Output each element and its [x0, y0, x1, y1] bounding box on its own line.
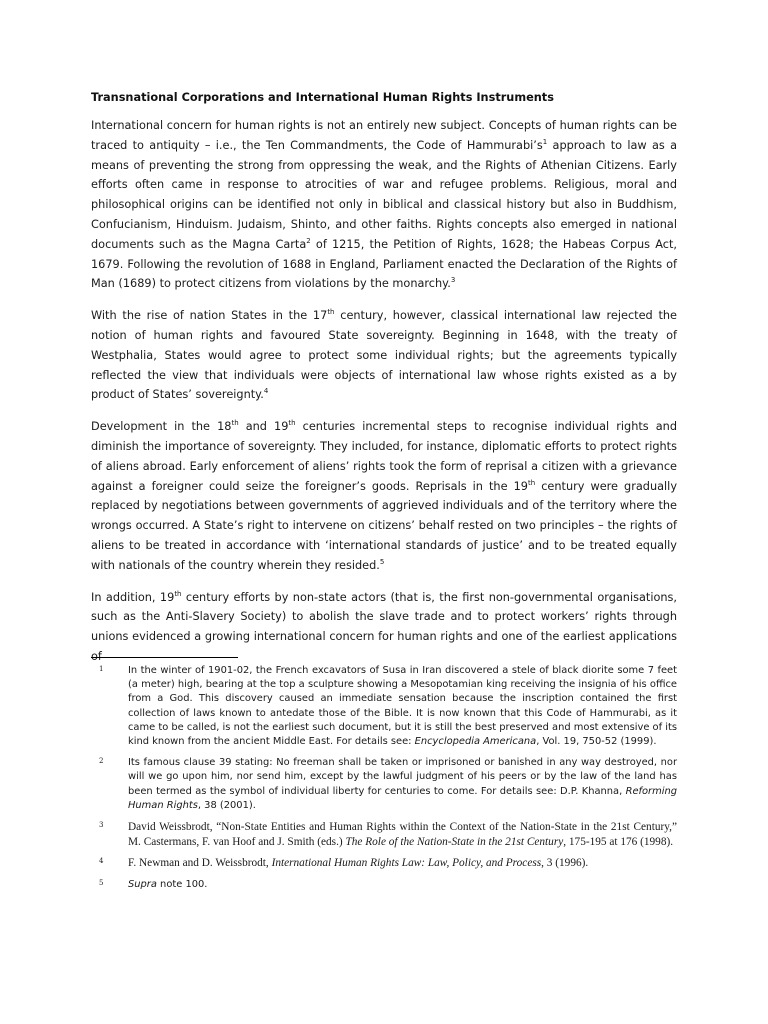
ordinal-suffix: th [327, 308, 335, 317]
footnote-text [128, 664, 677, 749]
footnote-text [128, 756, 677, 813]
p3-text-a: Development in the 18 [91, 420, 232, 434]
p3-text-c: centuries incremental steps to recognise individual rights and diminish the importance of sovereignty. They included, for instance, diplomatic efforts to protect rights of aliens abroad. Early enforcement of aliens’ rights took the form of reprisal a citizen with a grievance against a foreigner could seize the foreigner’s goods. Reprisals in the 19 [91, 420, 677, 493]
p4-text-a: In addition, 19 [91, 590, 175, 604]
footnote-text-b: , 175-195 at 176 (1998). [563, 835, 674, 848]
footnote-5 [91, 878, 677, 892]
footnote-ref-1[interactable]: 1 [542, 138, 548, 147]
footnote-text-a: F. Newman and D. Weissbrodt, [128, 857, 272, 870]
footnote-italic: Supra [128, 878, 157, 890]
p4-text-b: century efforts by non-state actors (that is, the first non-governmental organisations, such as the Anti-Slavery Society) to abolish the slave trade and to protect workers’ rights through unions evidenced a growing international concern for human rights and one of the earliest applications of [91, 590, 678, 663]
paragraph-4 [91, 588, 677, 667]
footnote-2 [91, 756, 677, 813]
p1-text-b: approach to law as a means of preventing the strong from oppressing the weak, and the Rights of Athenian Citizens. Early efforts often came in response to atrocities of war and refugee problems. Religious, moral and philosophical origins can be identified not only in biblical and classical history but also in Buddhism, Confucianism, Hinduism. Judaism, Shinto, and other faiths. Rights concepts also emerged in national documents such as the Magna Carta [91, 138, 677, 251]
footnote-italic: The Role of the Nation-State in the 21st Century [345, 835, 564, 848]
footnote-ref-2[interactable]: 2 [306, 237, 311, 246]
footnote-text-a: David Weissbrodt, “Non-State Entities and Human Rights within the Context of the Nation-State in the 21st Century,” M. Castermans, F. van Hoof and J. Smith (eds.) [128, 821, 677, 848]
ordinal-suffix: th [231, 419, 239, 428]
footnote-ref-3[interactable]: 3 [450, 276, 456, 285]
document-title: Transnational Corporations and International Human Rights Instruments [91, 91, 554, 104]
footnote-ref-5[interactable]: 5 [379, 557, 385, 566]
footnote-number: 3 [99, 821, 104, 830]
footnote-text-b: , 3 (1996). [541, 857, 589, 870]
footnote-1 [91, 664, 677, 749]
footnote-ref-4[interactable]: 4 [263, 387, 269, 396]
footnote-number: 4 [99, 857, 104, 866]
p2-text-a: With the rise of nation States in the 17 [91, 309, 328, 323]
p3-text-d: century were gradually replaced by negotiations between governments of aggrieved individuals and of the territory where the wrongs occurred. A State’s right to intervene on citizens’ behalf rested on two principles – the rights of aliens to be treated in accordance with ‘international standards of justice’ and to be treated equally with nationals of the country wherein they resided. [91, 479, 677, 572]
footnote-text-b: , Vol. 19, 750-52 (1999). [536, 736, 657, 748]
ordinal-suffix: th [527, 478, 536, 487]
footnote-number: 2 [99, 757, 104, 766]
footnote-italic: Reforming Human Rights [128, 785, 677, 811]
footnote-text [128, 820, 677, 849]
p3-text-b: and 19 [238, 420, 289, 434]
p2-text-b: century, however, classical international law rejected the notion of human rights and favoured State sovereignty. Beginning in 1648, with the treaty of Westphalia, States would agree to protect some individual rights; but the agreements typically reflected the view that individuals were objects of international law whose rights existed as a by product of States’ sovereignty. [91, 309, 678, 402]
footnote-text-b: note 100. [156, 878, 208, 890]
footnote-text-a: Its famous clause 39 stating: No freeman shall be taken or imprisoned or banished in any way destroyed, nor will we go upon him, nor send him, except by the lawful judgment of his peers or by the law of the land has been termed as the symbol of individual liberty for centuries to come. For details see: D.P. Khanna, [128, 757, 677, 797]
paragraph-2 [91, 306, 677, 405]
footnote-4 [91, 856, 677, 871]
footnote-text-b: , 38 (2001). [197, 799, 256, 811]
footnote-italic: International Human Rights Law: Law, Policy, and Process [271, 857, 542, 870]
p1-text-c: of 1215, the Petition of Rights, 1628; the Habeas Corpus Act, 1679. Following the revolution of 1688 in England, Parliament enacted the Declaration of the Rights of Man (1689) to protect citizens from violations by the monarchy. [91, 237, 677, 291]
ordinal-suffix: th [174, 589, 182, 598]
ordinal-suffix: th [288, 419, 296, 428]
p1-text-a: International concern for human rights is not an entirely new subject. Concepts of human rights can be traced to antiquity – i.e., the Ten Commandments, the Code of Hammurabi’s [91, 119, 677, 152]
paragraph-3 [91, 417, 677, 575]
footnote-text [128, 878, 677, 892]
footnote-3 [91, 820, 677, 849]
footnote-separator [91, 657, 238, 658]
footnote-text [128, 856, 677, 871]
footnotes [91, 664, 677, 899]
body-content [91, 88, 677, 679]
footnote-number: 1 [99, 665, 104, 673]
footnote-italic: Encyclopedia Americana [414, 736, 537, 748]
footnote-text-a: In the winter of 1901-02, the French excavators of Susa in Iran discovered a stele of black diorite some 7 feet (a meter) high, bearing at the top a sculpture showing a Mesopotamian king receiving the insignia of his office from a God. This discovery caused an immediate sensation because the inscription contained the first collection of laws known to antedate those of the Bible. It is now known that this Code of Hammurabi, as it came to be called, is not the earliest such document, but it is still the best preserved and most extensive of its kind known from the ancient Middle East. For details see: [128, 665, 677, 748]
footnote-number: 5 [99, 878, 104, 887]
paragraph-1 [91, 116, 677, 294]
